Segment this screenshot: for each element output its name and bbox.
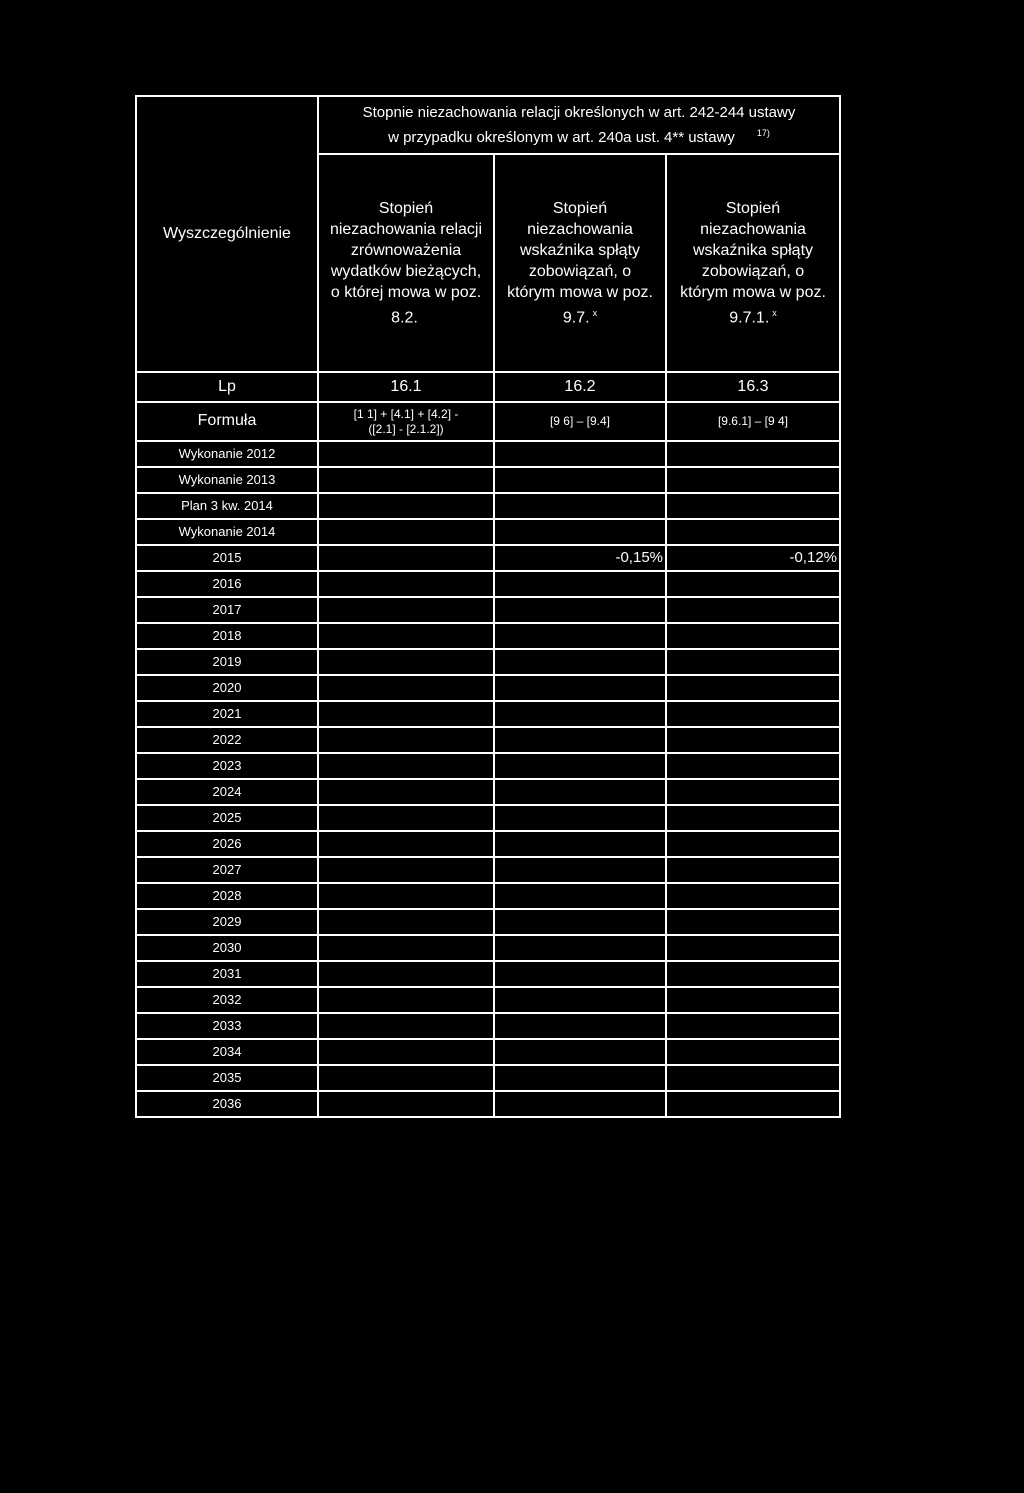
column-header-ref: 9.7.1. [729,309,770,327]
table-row [136,675,840,701]
value-cell [494,623,666,649]
table-row [136,961,840,987]
value-cell [318,961,494,987]
value-cell [494,909,666,935]
table-row [136,545,840,571]
value-cell [666,857,840,883]
value-cell [318,493,494,519]
table-row [136,519,840,545]
table-row [136,623,840,649]
column-header-ref: 8.2. [391,309,418,327]
value-cell [494,753,666,779]
value-cell [318,753,494,779]
table-row [136,571,840,597]
table-row [136,831,840,857]
value-cell [318,1013,494,1039]
value-cell [318,909,494,935]
row-label: 2029 [136,909,318,935]
value-cell [318,831,494,857]
value-cell [666,1013,840,1039]
table-title [318,96,840,154]
value-cell [494,1013,666,1039]
column-header-8-2 [318,154,494,372]
row-label: 2034 [136,1039,318,1065]
value-cell [666,961,840,987]
value-cell [494,519,666,545]
value-cell [318,987,494,1013]
column-header-9-7 [494,154,666,372]
value-cell [494,987,666,1013]
value-cell: -0,12% [666,545,840,571]
value-cell [318,779,494,805]
table-row [136,1039,840,1065]
value-cell [318,805,494,831]
formula-16-3: [9.6.1] – [9 4] [666,402,840,441]
row-label: 2030 [136,935,318,961]
table-row [136,1065,840,1091]
value-cell [318,675,494,701]
value-cell [666,727,840,753]
column-header-text: Stopień niezachowania wskaźnika spłąty zobowiązań, o którym mowa w poz. [507,199,653,301]
row-label: 2022 [136,727,318,753]
column-header-ref: 9.7. [562,309,590,327]
value-cell [494,961,666,987]
formula-16-1: [1 1] + [4.1] + [4.2] - ([2.1] - [2.1.2]) [318,402,494,441]
value-cell [318,701,494,727]
table-title-line2: w przypadku określonym w art. 240a ust. 4** ustawy [388,128,735,146]
value-cell [318,883,494,909]
value-cell [494,1065,666,1091]
value-cell [494,935,666,961]
row-label: 2016 [136,571,318,597]
row-label: 2019 [136,649,318,675]
row-label: 2027 [136,857,318,883]
lp-value-16-3: 16.3 [666,372,840,402]
table-row [136,441,840,467]
value-cell [494,493,666,519]
row-label: 2026 [136,831,318,857]
value-cell [494,675,666,701]
value-cell [494,649,666,675]
value-cell [666,909,840,935]
row-label: Wykonanie 2014 [136,519,318,545]
table-row [136,883,840,909]
row-label: 2028 [136,883,318,909]
value-cell [666,987,840,1013]
value-cell [318,623,494,649]
indicator-table [135,95,841,1118]
lp-value-16-2: 16.2 [494,372,666,402]
value-cell [318,857,494,883]
row-label: 2020 [136,675,318,701]
row-label: Wykonanie 2013 [136,467,318,493]
table-row [136,935,840,961]
value-cell [494,701,666,727]
row-label: 2018 [136,623,318,649]
value-cell [494,831,666,857]
value-cell [494,1091,666,1117]
value-cell [318,467,494,493]
value-cell [318,1039,494,1065]
value-cell [666,493,840,519]
table-row [136,753,840,779]
table-title-line1: Stopnie niezachowania relacji określonych w art. 242-244 ustawy [362,103,796,121]
value-cell [666,701,840,727]
value-cell [666,1065,840,1091]
value-cell [666,1039,840,1065]
row-label: 2015 [136,545,318,571]
value-cell [318,727,494,753]
row-label: 2033 [136,1013,318,1039]
lp-label: Lp [136,372,318,402]
column-header-text: Stopień niezachowania relacji zrównoważenia wydatków bieżących, o której mowa w poz. [329,199,483,301]
row-label: 2035 [136,1065,318,1091]
row-label: 2036 [136,1091,318,1117]
value-cell [666,467,840,493]
value-cell [666,571,840,597]
table-row [136,987,840,1013]
value-cell [666,649,840,675]
column-header-text: Stopień niezachowania wskaźnika spłąty zobowiązań, o którym mowa w poz. [680,199,826,301]
value-cell [494,779,666,805]
value-cell [494,467,666,493]
formula-16-2: [9 6] – [9.4] [494,402,666,441]
value-cell [494,727,666,753]
value-cell [666,831,840,857]
row-label: 2031 [136,961,318,987]
value-cell [318,649,494,675]
value-cell [666,883,840,909]
value-cell [666,753,840,779]
value-cell [494,857,666,883]
value-cell [494,571,666,597]
row-header-label: Wyszczególnienie [163,224,291,242]
value-cell [494,805,666,831]
value-cell [666,623,840,649]
table-row [136,1091,840,1117]
row-label: 2023 [136,753,318,779]
table-row [136,597,840,623]
table-row [136,805,840,831]
value-cell [494,441,666,467]
value-cell [318,1091,494,1117]
table-row [136,467,840,493]
value-cell [494,883,666,909]
table-row [136,493,840,519]
value-cell [318,597,494,623]
value-cell [318,1065,494,1091]
value-cell [494,597,666,623]
table-row [136,649,840,675]
value-cell [318,441,494,467]
value-cell [318,545,494,571]
row-label: 2025 [136,805,318,831]
value-cell [666,1091,840,1117]
value-cell [666,675,840,701]
lp-value-16-1: 16.1 [318,372,494,402]
row-label: 2017 [136,597,318,623]
table-body [136,96,840,1117]
row-header-cell [136,96,318,372]
footnote-marker: 17) [756,127,770,138]
value-cell [494,1039,666,1065]
table-row [136,857,840,883]
row-label: Plan 3 kw. 2014 [136,493,318,519]
column-header-star: x [592,307,598,318]
value-cell: -0,15% [494,545,666,571]
column-header-star: x [772,307,777,318]
table-row [136,727,840,753]
value-cell [318,935,494,961]
formula-label: Formuła [136,402,318,441]
value-cell [666,779,840,805]
value-cell [666,935,840,961]
table-row [136,909,840,935]
value-cell [318,519,494,545]
table-row [136,779,840,805]
value-cell [666,441,840,467]
table-row [136,701,840,727]
table-row [136,1013,840,1039]
row-label: Wykonanie 2012 [136,441,318,467]
value-cell [666,805,840,831]
row-label: 2021 [136,701,318,727]
value-cell [666,597,840,623]
row-label: 2032 [136,987,318,1013]
row-label: 2024 [136,779,318,805]
value-cell [318,571,494,597]
value-cell [666,519,840,545]
column-header-9-7-1 [666,154,840,372]
